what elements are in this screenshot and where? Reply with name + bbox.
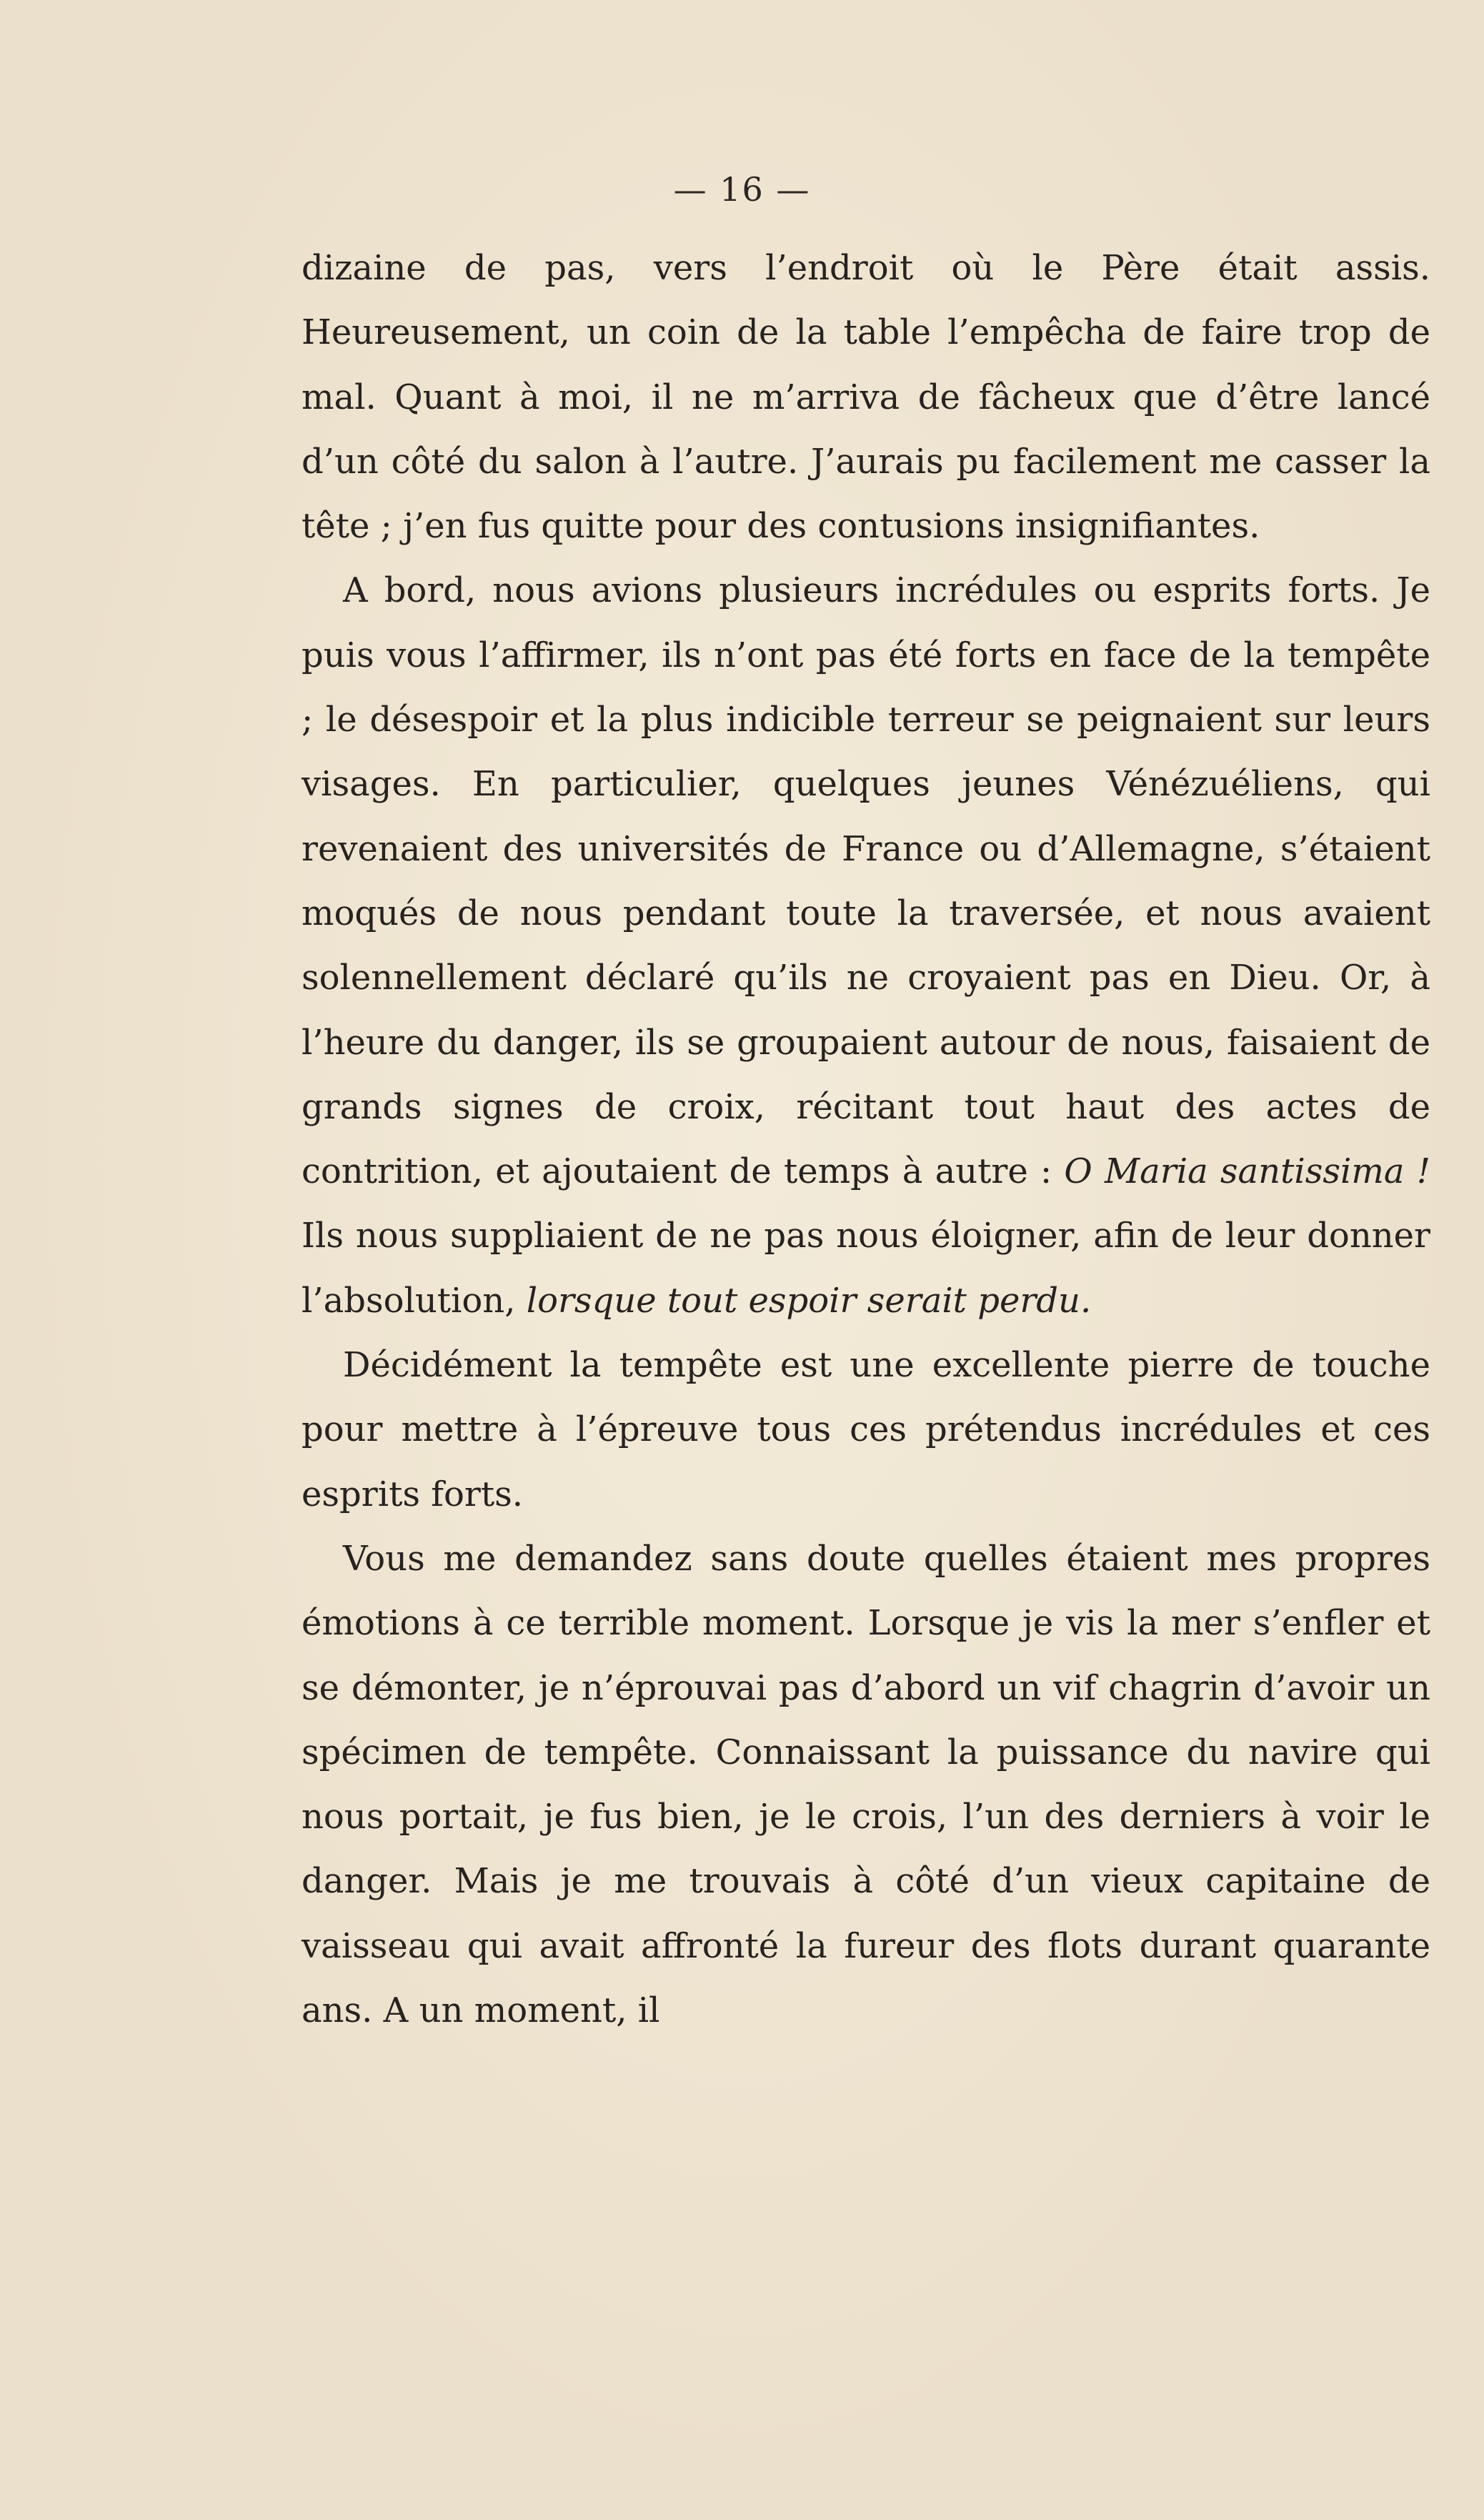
paragraph-touchstone: [302, 1333, 1430, 1527]
paragraph-text: Décidément la tempête est une excellente pierre de touche pour mettre à l’épreuve tous ces prétendus incrédules et ces esprits forts.: [302, 1345, 1430, 1514]
italic-phrase: lorsque tout espoir serait perdu.: [526, 1280, 1092, 1321]
paragraph-text: Ils nous suppliaient de ne pas nous éloigner, afin de leur donner l’absolution,: [302, 1216, 1430, 1321]
body-text: [302, 236, 1430, 2043]
italic-phrase: O Maria santissima !: [1064, 1151, 1431, 1192]
paragraph-text: A bord, nous avions plusieurs incrédules ou esprits forts. Je puis vous l’affirmer, ils n’ont pas été forts en face de la tempête ; le désespoir et la plus indicible terreur se peignaient sur leurs visages. En particulier, quelques jeunes Vénézuéliens, qui revenaient des universités de France ou d’Allemagne, s’étaient moqués de nous pendant toute la traversée, et nous avaient solennellement déclaré qu’ils ne croyaient pas en Dieu. Or, à l’heure du danger, ils se groupaient autour de nous, faisaient de grands signes de croix, récitant tout haut des actes de contrition, et ajoutaient de temps à autre :: [302, 570, 1430, 1192]
paragraph-unbelievers: [302, 558, 1430, 1333]
paragraph-text: Vous me demandez sans doute quelles étaient mes propres émotions à ce terrible moment. Lorsque je vis la mer s’enfler et se démonter, je n’éprouvai pas d’abord un vif chagrin d’avoir un spécimen de tempête. Connaissant la puissance du navire qui nous portait, je fus bien, je le crois, l’un des derniers à voir le danger. Mais je me trouvais à côté d’un vieux capitaine de vaisseau qui avait affronté la fureur des flots durant quarante ans. A un moment, il: [302, 1538, 1430, 2031]
page-number: — 16 —: [673, 170, 811, 209]
paragraph-continuation: [302, 236, 1430, 558]
paragraph-text: dizaine de pas, vers l’endroit où le Père était assis. Heureusement, un coin de la table l’empêcha de faire trop de mal. Quant à moi, il ne m’arriva de fâcheux que d’être lancé d’un côté du salon à l’autre. J’aurais pu facilement me casser la tête ; j’en fus quitte pour des contusions insignifiantes.: [302, 248, 1430, 547]
paragraph-emotions: [302, 1527, 1430, 2043]
